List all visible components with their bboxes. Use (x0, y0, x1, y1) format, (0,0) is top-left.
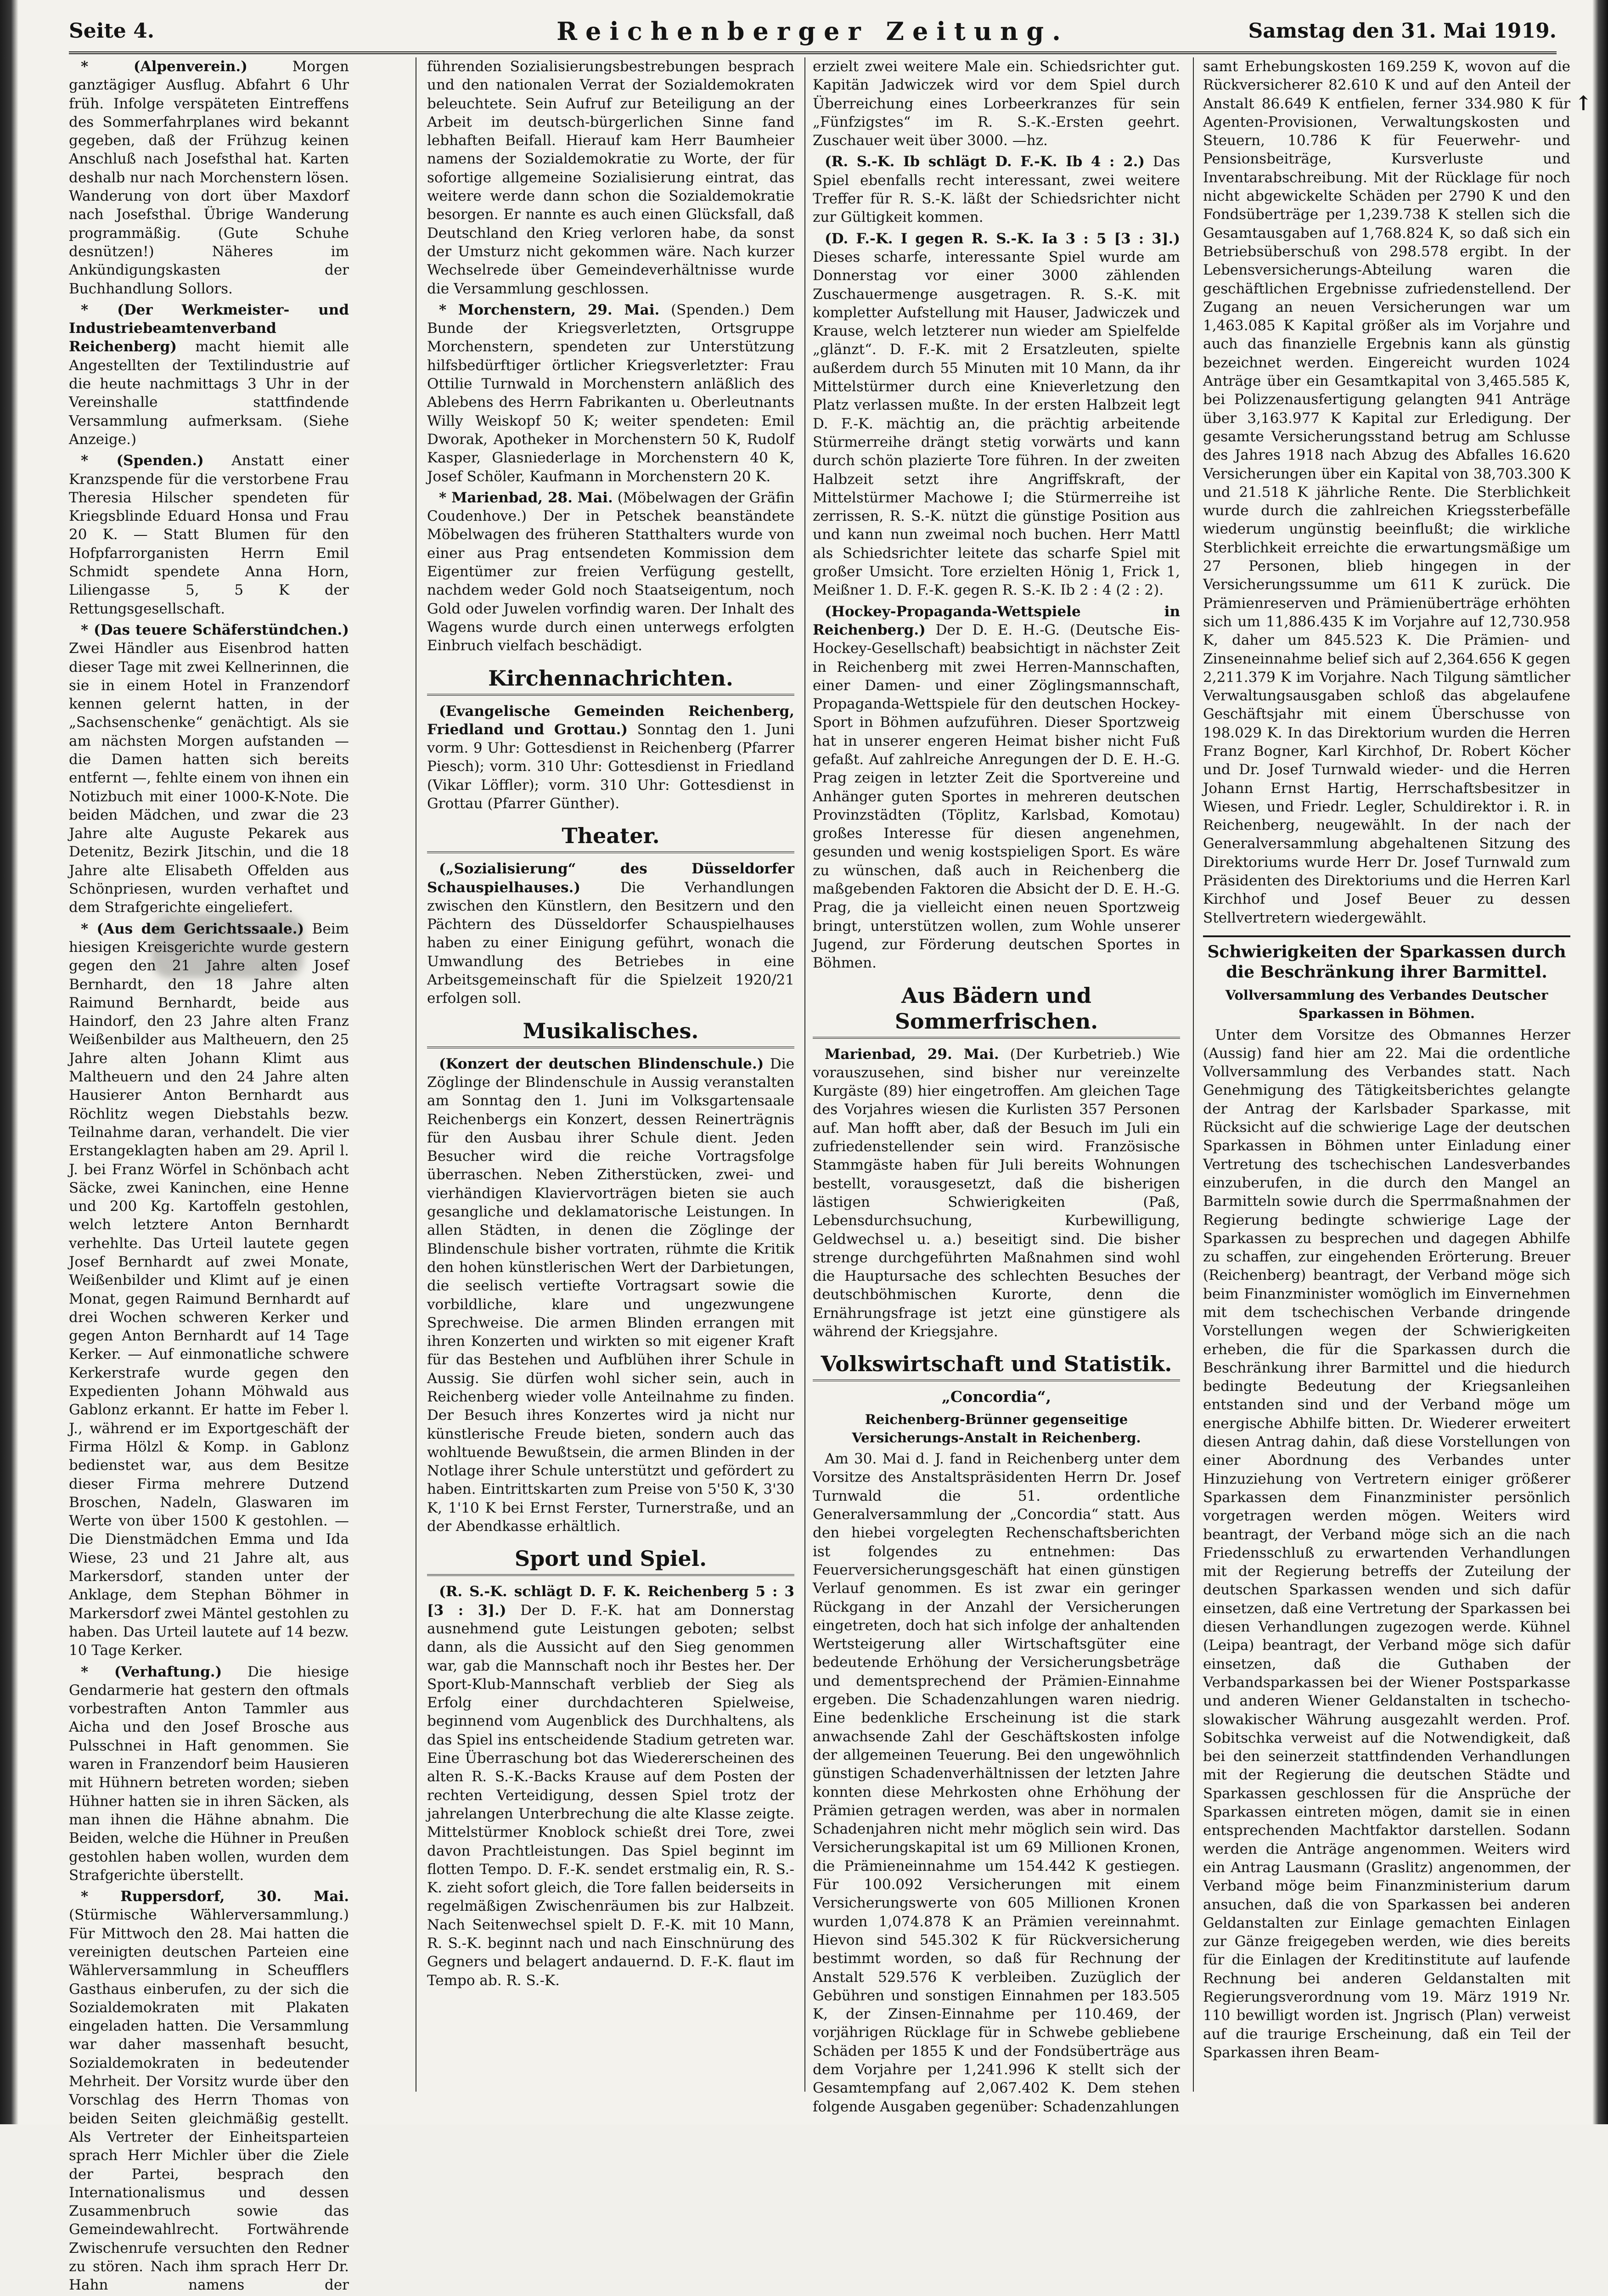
news-item: (R. S.-K. Ib schlägt D. F.-K. Ib 4 : 2.) Das Spiel ebenfalls recht interessant, zwei weitere Treffer für R. S.-K. läßt der Schiedsrichter nicht zur Gültigkeit kommen. (813, 153, 1181, 226)
article-title: Schwierigkeiten der Sparkassen durch die Beschränkung ihrer Barmittel. (1203, 935, 1570, 982)
news-item: (D. F.-K. I gegen R. S.-K. Ia 3 : 5 [3 : 3].) Dieses scharfe, interessante Spiel wurde am Donnerstag vor einer 3000 zählenden Zuschauermenge ausgetragen. R. S.-K. mit kompletter Aufstellung mit Hauser, Jadwiczek und Krause, welch letzterer nun wieder am Spielfelde „glänzt“. D. F.-K. mit 2 Ersatzleuten, spielte außerdem durch 55 Minuten mit 10 Mann, da ihr Mittelstürmer durch eine Knieverletzung den Platz verlassen mußte. In der ersten Halbzeit legt D. F.-K. mächtig an, die prächtig arbeitende Stürmerreihe drängt stetig vorwärts und kann durch schön plazierte Tore führen. In der zweiten Halbzeit setzt ihre Angriffskraft, der Mittelstürmer Machowe I; die Stürmerreihe ist zerrissen, R. S.-K. nützt die günstige Position aus und kann nun zweimal noch buchen. Herr Mattl als Schiedsrichter leitete das scharfe Spiel mit großer Umsicht. Tore erzielten Hönig 1, Frick 1, Meißner 1. D. F.-K. gegen R. S.-K. Ib 2 : 4 (2 : 2). (813, 230, 1180, 599)
news-item: Marienbad, 29. Mai. (Der Kurbetrieb.) Wie vorauszusehen, sind bisher nur vereinzelte Kurgäste (89) hier eingetroffen. Am gleichen Tage des Vorjahres wiesen die Kurlisten 357 Personen auf. Man hofft aber, daß der Besuch im Juli ein zufriedenstellender sein wird. Französische Stammgäste haben für Juli bereits Wohnungen bestellt, vorausgesetzt, daß die bisherigen lästigen Schwierigkeiten (Paß, Lebensdurchsuchung, Kurbewilligung, Geldwechsel u. a.) beseitigt sind. Die bisher strenge durchgeführten Maßnahmen sind wohl die Hauptursache des schlechten Besuches der deutschböhmischen Kurorte, denn die Ernährungsfrage ist jetzt eine günstigere als während der Kriegsjahre. (813, 1046, 1180, 1340)
column-rule (804, 57, 805, 2092)
scan-edge-left (0, 0, 18, 2124)
news-item: * Marienbad, 28. Mai. (Möbelwagen der Gräfin Coudenhove.) Der in Petschek beanständete Möbelwagen des früheren Statthalters wurde von einer aus Prag entsendeten Kommission dem Eigentümer zur freien Verfügung gestellt, nachdem weder Gold noch Staatseigentum, noch Gold oder Juwelen vorfindig waren. Der Inhalt des Wagens wurde durch einen unterwegs erfolgten Einbruch vielfach beschädigt. (427, 489, 795, 654)
column-4 (1203, 57, 1570, 2092)
section-heading: Aus Bädern und Sommerfrischen. (813, 983, 1180, 1039)
continued-text: samt Erhebungskosten 169.259 K, wovon auf die Rückversicherer 82.610 K und auf den Anteil der Anstalt 86.649 K entfielen, ferner 334.980 K für Agenten-Provisionen, Verwaltungskosten und Steuern, 10.786 K für Feuerwehr- und Pensionsbeiträge, Kursverluste und Inventarabschreibung. Mit der Rücklage für noch nicht abgewickelte Schäden per 2790 K und den Fondsüberträge per 1,239.738 K stellen sich die Gesamtausgaben auf 1,768.824 K, so daß sich ein Betriebsüberschuß von 298.578 ergibt. In der Lebensversicherungs-Abteilung waren die geschäftlichen Ergebnisse zufriedenstellend. Der Zugang an neuen Versicherungen war um 1,463.085 K Kapital größer als im Vorjahre und auch das finanzielle Ergebnis kann als günstig bezeichnet werden. Eingereicht wurden 1024 Anträge über ein Gesamtkapital von 3,465.585 K, bei Polizzenausfertigung gelangten 941 Anträge über 3,163.977 K Kapital zur Erledigung. Der gesamte Versicherungsstand betrug am Schlusse des Jahres 1918 nach Abzug des Abfalles 16.620 Versicherungen über ein Kapital von 38,703.300 K und 21.518 K jährliche Rente. Die Sterblichkeit wurde durch die zahlreichen Kriegssterbefälle wiederum ungünstig beeinflußt; die wirkliche Sterblichkeit erreichte die erwartungsmäßige um 27 Personen, blieb hingegen in der Versicherungssumme um 611 K zurück. Die Prämienreserven und Prämienüberträge erhöhten sich um 11,886.435 K im Vorjahre auf 12,730.958 K, daher um 845.523 K. Die Prämien- und Zinseneinnahme belief sich auf 2,364.656 K gegen 2,211.379 K im Vorjahre. Nach Tilgung sämtlicher Verwaltungsausgaben schloß das abgelaufene Geschäftsjahr mit einem Überschusse von 198.029 K. In das Direktorium wurden die Herren Franz Bogner, Karl Kirchhof, Dr. Robert Köcher und Dr. Josef Turnwald wieder- und die Herren Johann Ernst Hartig, Herrschaftsbesitzer in Wiesen, und Friedr. Legler, Schuldirektor i. R. in Reichenberg, neugewählt. In der nach der Generalversammlung abgehaltenen Sitzung des Direktoriums wurde Herr Dr. Josef Turnwald zum Präsidenten des Direktoriums und die Herren Karl Kirchhof und Josef Beuer zu dessen Stellvertretern wiedergewählt. (1203, 58, 1570, 926)
column-1 (69, 57, 349, 2294)
section-heading: Volkswirtschaft und Statistik. (813, 1351, 1180, 1381)
margin-mark: ↑ (1575, 92, 1592, 115)
section-heading: Musikalisches. (427, 1018, 794, 1048)
section-heading: Theater. (427, 823, 794, 853)
news-item: * (Verhaftung.) Die hiesige Gendarmerie hat gestern den oftmals vorbestraften Anton Tammler aus Aicha und den Josef Brosche aus Pulsschnei in Haft genommen. Sie waren in Franzendorf beim Hausieren mit Hühnern betreten worden; sieben Hühner hatten sie in ihren Säcken, als man ihnen die Hähne abnahm. Die Beiden, welche die Hühner in Preußen gestohlen haben wollen, wurden dem Strafgerichte überstellt. (69, 1663, 349, 1884)
article-body: Unter dem Vorsitze des Obmannes Herzer (Aussig) fand hier am 22. Mai die ordentliche Vollversammlung des Verbandes statt. Nach Genehmigung des Tätigkeitsberichtes gelangte der Antrag der Karlsbader Sparkasse, mit Rücksicht auf die schwierige Lage der deutschen Sparkassen in Böhmen unter Einladung einer Vertretung des tschechischen Landesverbandes einzuberufen, in die durch den Mangel an Barmitteln sowie durch die Sperrmaßnahmen der Regierung bedingte schwierige Lage der Sparkassen zu besprechen und dagegen Abhilfe zu schaffen, zur eingehenden Erörterung. Breuer (Reichenberg) beantragt, der Verband möge sich beim Finanzminister womöglich im Einvernehmen mit dem tschechischen Verbande dringende Vorstellungen wegen der Schwierigkeiten erheben, die für die Sparkassen durch die Beschränkung ihrer Barmittel und die hiedurch bedingte Bedeutung der Kriegsanleihen entstanden sind und der Verband möge um energische Abhilfe bitten. Dr. Wiederer erweitert diesen Antrag dahin, daß diese Vorstellungen von einer Abordnung des Verbandes unter Hinzuziehung von Vertretern einiger größerer Sparkassen dem Finanzminister persönlich vorgetragen werden mögen. Weiters wird beantragt, der Verband möge sich an die nach Friedensschluß zu erwartenden Verhandlungen mit der Regierung betreffs der Zuteilung der deutschen Sparkassen wenden und sich dafür einsetzen, daß eine Vertretung der Sparkassen bei diesen Verhandlungen zugezogen werde. Kühnel (Leipa) beantragt, der Verband möge sich dafür einsetzen, daß die Guthaben der Verbandsparkassen bei der Wiener Postsparkasse und anderen Wiener Geldanstalten in tschecho-slowakischer Währung ausgezahlt werden. Prof. Sobitschka verweist auf die Notwendigkeit, daß bei den seinerzeit stattfindenden Verhandlungen mit der Regierung die deutschen Städte und Sparkassen geschlossen für die Ansprüche der Sparkassen eintreten mögen, damit sie in einen entsprechenden Machtfaktor darstellen. Sodann werden die Anträge angenommen. Weiters wird ein Antrag Lausmann (Graslitz) angenommen, der Verband möge beim Finanzministerium darum ansuchen, daß die von Sparkassen bei anderen Geldanstalten zur Einlage gemachten Einlagen zur Gänze freigegeben werden, wie dies bereits für die Einlagen der Kreditinstitute auf laufende Rechnung bei anderen Geldanstalten mit Regierungsverordnung vom 19. März 1919 Nr. 110 bewilligt worden ist. Jngrisch (Plan) verweist auf die traurige Erscheinung, daß ein Teil der Sparkassen ihren Beam- (1203, 1026, 1570, 2061)
article-body: Am 30. Mai d. J. fand in Reichenberg unter dem Vorsitze des Anstaltspräsidenten Herrn Dr. Josef Turnwald die 51. ordentliche Generalversammlung der „Concordia“ statt. Aus den hiebei vorgelegten Rechenschaftsberichten ist folgendes zu entnehmen: Das Feuerversicherungsgeschäft hat einen günstigen Verlauf genommen. Es ist zwar ein geringer Rückgang in der Anzahl der Versicherungen eingetreten, doch hat sich infolge der anhaltenden Wertsteigerung aller Wirtschaftsgüter eine bedeutende Erhöhung der Versicherungsbeträge und dementsprechend der Prämien-Einnahme ergeben. Die Schadenzahlungen waren niedrig. Eine bedenkliche Erscheinung ist die stark anwachsende Zahl der Geschäftskosten infolge der allgemeinen Teuerung. Bei den ungewöhnlich günstigen Schadenverhältnissen der letzten Jahre konnten diese Mehrkosten ohne Erhöhung der Prämien getragen werden, was aber in normalen Schadenjahren nicht mehr möglich sein wird. Das Versicherungskapital ist um 69 Millionen Kronen, die Prämieneinnahme um 154.442 K gestiegen. Für 100.092 Versicherungen mit einem Versicherungswerte von 605 Millionen Kronen wurden 1,074.878 K an Prämien vereinnahmt. Hievon sind 545.302 K für Rückversicherung bestimmt worden, so daß für Rechnung der Anstalt 529.576 K verbleiben. Zuzüglich der Gebühren und sonstigen Einnahmen per 183.505 K, der Zinsen-Einnahme per 110.469, der vorjährigen Rücklage für in Schwebe gebliebene Schäden per 1855 K und der Fondsüberträge aus dem Vorjahre per 1,241.996 K stellt sich der Gesamtempfang auf 2,067.402 K. Dem stehen folgende Ausgaben gegenüber: Schadenzahlungen (813, 1451, 1180, 2115)
news-item: * Morchenstern, 29. Mai. (Spenden.) Dem Bunde der Kriegsverletzten, Ortsgruppe Morchenstern, spendeten zur Unterstützung hilfsbedürftiger örtlicher Kriegsverletzter: Frau Ottilie Turnwald in Morchenstern anläßlich des Ablebens des Herrn Fabrikanten u. Oberleutnants Willy Weiskopf 50 K; weiter spendeten: Emil Dworak, Apotheker in Morchenstern 50 K, Rudolf Kasper, Glasniederlage in Morchenstern 40 K, Josef Schöler, Kaufmann in Morchenstern 20 K. (427, 301, 794, 485)
news-item: * (Alpenverein.) Morgen ganztägiger Ausflug. Abfahrt 6 Uhr früh. Infolge verspäteten Eintreffens des Sommerfahrplanes wird bekannt gegeben, daß der Frühzug keinen Anschluß nach Josefsthal hat. Karten deshalb nur nach Morchenstern lösen. Wanderung von dort über Maxdorf nach Josefsthal. Übrige Wanderung programmäßig. (Gute Schuhe desnützen!) Näheres im Ankündigungskasten der Buchhandlung Sollors. (69, 58, 349, 297)
news-item: * (Aus dem Gerichtssaale.) Beim hiesigen Kreisgerichte wurde gestern gegen den 21 Jahre alten Josef Bernhardt, den 18 Jahre alten Raimund Bernhardt, beide aus Haindorf, den 23 Jahre alten Franz Weißenbilder aus Maltheuern, den 25 Jahre alten Johann Klimt aus Maltheuern und den 24 Jahre alten Hausierer Anton Bernhardt aus Röchlitz wegen Diebstahls bezw. Teilnahme daran, verhandelt. Die vier Erstangeklagten haben am 29. April l. J. bei Franz Wörfel in Schönbach acht Säcke, zwei Kaninchen, eine Henne und 200 Kg. Kartoffeln gestohlen, welch letztere Anton Bernhardt verhehlte. Das Urteil lautete gegen Josef Bernhardt auf zwei Monate, Weißenbilder und Klimt auf je einen Monat, gegen Raimund Bernhardt auf drei Wochen schweren Kerker und gegen Anton Bernhardt auf 14 Tage Kerker. — Auf einmonatliche schwere Kerkerstrafe wurde gegen den Expedienten Johann Möhwald aus Gablonz erkannt. Er hatte im Feber l. J., während er im Exportgeschäft der Firma Hölzl & Komp. in Gablonz bedienstet war, aus dem Besitze dieser Firma mehrere Dutzend Broschen, Nadeln, Glaswaren im Werte von über 1500 K gestohlen. — Die Dienstmädchen Emma und Ida Wiese, 23 und 21 Jahre alt, aus Markersdorf, standen unter der Anklage, dem Stephan Böhmer in Markersdorf zwei Mäntel gestohlen zu haben. Das Urteil lautete auf 14 bezw. 10 Tage Kerker. (69, 920, 349, 1659)
news-item: (Konzert der deutschen Blindenschule.) Die Zöglinge der Blindenschule in Aussig veranstalten am Sonntag den 1. Juni im Volksgartensaale Reichenbergs ein Konzert, dessen Reinerträgnis für den Ausbau ihrer Schule dient. Jeden Besucher wird die reiche Vortragsfolge überraschen. Neben Zitherstücken, zwei- und vierhändigen Klaviervorträgen bieten sie auch gesangliche und deklamatorische Leistungen. In allen Städten, in denen die Zöglinge der Blindenschule bisher vortraten, rühmte die Kritik den hohen künstlerischen Wert der Darbietungen, die seelisch vertiefte Vortragsart sowie die vorbildliche, klare und ungezwungene Sprechweise. Die armen Blinden errangen mit ihren Konzerten und wirkten so mit eigener Kraft für das Bestehen und Aufblühen ihrer Schule in Aussig. Sie dürfen wohl sicher sein, auch in Reichenberg wieder volle Anteilnahme zu finden. Der Besuch ihres Konzertes wird ja nicht nur künstlerische Freude bieten, sondern auch das wohltuende Bewußtsein, die armen Blinden in der Notlage ihrer Schule unterstützt und gefördert zu haben. Eintrittskarten zum Preise von 5'50 K, 3'30 K, 1'10 K bei Ernst Ferster, Turnerstraße, und an der Abendkasse erhältlich. (427, 1055, 794, 1535)
news-item: * Ruppersdorf, 30. Mai. (Stürmische Wählerversammlung.) Für Mittwoch den 28. Mai hatten die vereinigten deutschen Parteien eine Wählerversammlung in Scheufflers Gasthaus einberufen, zu der sich die Sozialdemokraten mit Plakaten eingeladen hatten. Die Versammlung war daher massenhaft besucht, Sozialdemokraten in bedeutender Mehrheit. Der Vorsitz wurde über den Vorschlag des Herrn Thomas von beiden Seiten gleichmäßig gestellt. Als Vertreter der Einheitsparteien sprach Herr Michler über die Ziele der Partei, besprach den Internationalismus und dessen Zusammenbruch sowie das Gemeindewahlrecht. Fortwährende Zwischenrufe versuchten den Redner zu stören. Nach ihm sprach Herr Dr. Hahn namens der (69, 1888, 349, 2294)
issue-date: Samstag den 31. Mai 1919. (1248, 19, 1557, 43)
news-item: * (Der Werkmeister- und Industriebeamtenverband Reichenberg) macht hiemit alle Angestellten der Textilindustrie auf die heute nachmittags 3 Uhr in der Vereinshalle stattfindende Versammlung aufmerksam. (Siehe Anzeige.) (69, 301, 349, 448)
newspaper-title: Reichenberger Zeitung. (557, 17, 1069, 46)
article-title: „Concordia“, (941, 1388, 1051, 1406)
news-item: * (Spenden.) Anstatt einer Kranzspende für die verstorbene Frau Theresia Hilscher spendeten für Kriegsblinde Eduard Honsa und Frau 20 K. — Statt Blumen für den Hofpfarrorganisten Herrn Emil Schmidt spendete Anna Horn, Liliengasse 5, 5 K der Rettungsgesellschaft. (69, 452, 349, 617)
news-item: * (Das teuere Schäferstündchen.) Zwei Händler aus Eisenbrod hatten dieser Tage mit zwei Kellnerinnen, die sie in einem Hotel in Franzendorf kennen gelernt hatten, in der „Sachsenschenke“ genächtigt. Als sie am nächsten Morgen aufstanden — die Damen hatten sich bereits entfernt —, fehlte einem von ihnen ein Notizbuch mit einer 1000-K-Note. Die beiden Mädchen, und zwar die 23 Jahre alte Auguste Pekarek aus Detenitz, Bezirk Jitschin, und die 18 Jahre alte Elisabeth Offelden aus Schönpriesen, wurden verhaftet und dem Strafgerichte eingeliefert. (69, 621, 349, 916)
column-3 (813, 57, 1181, 2115)
section-heading: Kirchennachrichten. (427, 665, 794, 696)
page-number: Seite 4. (69, 19, 155, 43)
news-item: (Evangelische Gemeinden Reichenberg, Friedland und Grottau.) Sonntag den 1. Juni vorm. 9 Uhr: Gottesdienst in Reichenberg (Pfarrer Piesch); vorm. 310 Uhr: Gottesdienst in Friedland (Vikar Löffler); vorm. 310 Uhr: Gottesdienst in Grottau (Pfarrer Günther). (427, 703, 795, 812)
continued-text: führenden Sozialisierungsbestrebungen besprach und den nationalen Verrat der Sozialdemokraten beleuchtete. Sein Aufruf zur Beteiligung an der Arbeit im deutsch-bürgerlichen Sinne fand lebhaften Beifall. Hierauf kam Herr Baumheier namens der Sozialdemokratie zu Worte, der für sofortige allgemeine Sozialisierung eintrat, das weitere werde dann schon die Sozialdemokratie besorgen. Er nannte es auch einen Glücksfall, daß Deutschland den Krieg verloren habe, da sonst der Umsturz nicht gekommen wäre. Nach kurzer Wechselrede über Gemeindeverhältnisse wurde die Versammlung geschlossen. (427, 58, 794, 297)
scan-edge-right (1592, 0, 1608, 2124)
news-item: („Sozialisierung“ des Düsseldorfer Schauspielhauses.) Die Verhandlungen zwischen den Künstlern, den Besitzern und den Pächtern des Düsseldorfer Schauspielhauses haben zu einer Einigung geführt, wonach die Umwandlung des Betriebes in eine Arbeitsgemeinschaft für die Spielzeit 1920/21 erfolgen soll. (427, 861, 795, 1007)
news-item: (Hockey-Propaganda-Wettspiele in Reichenberg.) Der D. E. H.-G. (Deutsche Eis-Hockey-Gesellschaft) beabsichtigt in nächster Zeit in Reichenberg mit zwei Herren-Mannschaften, einer Damen- und einer Zöglingsmannschaft, Propaganda-Wettspiele für den deutschen Hockey-Sport in Böhmen aufzuführen. Dieser Sportzweig hat in unserer engeren Heimat bisher nicht Fuß gefaßt. Auf zahlreiche Anregungen der D. E. H.-G. Prag zeigen in letzter Zeit die Sportvereine und Anhänger guten Sportes in mehreren deutschen Provinzstädten (Töplitz, Karlsbad, Komotau) großes Interesse für diesen angenehmen, gesunden und wenig kostspieligen Sport. Es wäre zu wünschen, daß auch in Reichenberg die maßgebenden Faktoren die Absicht der D. E. H.-G. Prag, die ja vielleicht einen neuen Sportzweig bringt, unterstützen wollen, zum Wohle unserer Jugend, zur Förderung deutschen Sportes in Böhmen. (813, 603, 1180, 972)
masthead (69, 10, 1557, 54)
continued-text: erzielt zwei weitere Male ein. Schiedsrichter gut. Kapitän Jadwiczek wird vor dem Spiel durch Überreichung eines Lorbeerkranzes für sein „Fünfzigstes“ im R. S.-K.-Ersten geehrt. Zuschauer weit über 3000. —hz. (813, 58, 1180, 149)
article-subtitle: Reichenberg-Brünner gegenseitige Versicherungs-Anstalt in Reichenberg. (852, 1411, 1141, 1446)
section-heading: Sport und Spiel. (427, 1546, 794, 1576)
article-subtitle: Vollversammlung des Verbandes Deutscher Sparkassen in Böhmen. (1225, 987, 1548, 1022)
column-rule (1193, 57, 1194, 2092)
column-2 (427, 57, 794, 2092)
news-item: (R. S.-K. schlägt D. F. K. Reichenberg 5 : 3 [3 : 3].) Der D. F.-K. hat am Donnerstag ausnehmend gute Leistungen geboten; selbst dann, als die Aussicht auf den Sieg genommen war, gab die Mannschaft noch ihr Bestes her. Der Sport-Klub-Mannschaft verblieb der Sieg als Erfolg einer durchdachteren Spielweise, beginnend vom Augenblick des Durchhaltens, als das Spiel ins entscheidende Stadium getreten war. Eine Überraschung bot das Wiedererscheinen des alten R. S.-K.-Backs Krause auf dem Posten der rechten Verteidigung, dessen Spiel trotz der jahrelangen Unterbrechung die alte Klasse zeigte. Mittelstürmer Knoblock schießt drei Tore, zwei davon Prachtleistungen. Das Spiel beginnt im flotten Tempo. D. F.-K. sendet erstmalig ein, R. S.-K. zieht sofort gleich, die Tore fallen beiderseits in regelmäßigen Zwischenräumen bis zur Halbzeit. Nach Seitenwechsel spielt D. F.-K. mit 10 Mann, R. S.-K. beginnt nach und nach Einschnürung des Gegners und belagert andauernd. D. F.-K. flaut im Tempo ab. R. S.-K. (427, 1583, 794, 1989)
